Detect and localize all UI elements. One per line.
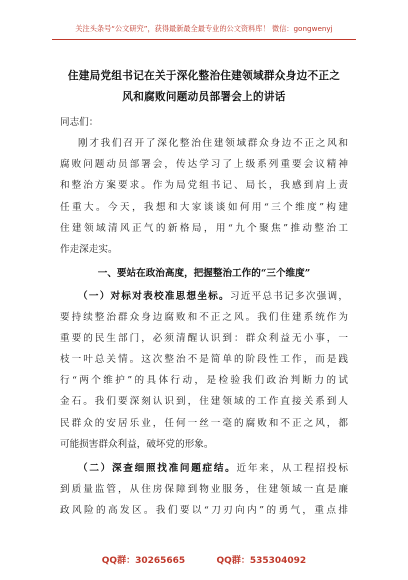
intro-line: 作走深走实。 <box>60 244 118 255</box>
subsection-2-line: 到质量监管，从住房保障到物业服务，住建领域一直是廉 <box>60 484 348 495</box>
header-divider <box>52 39 356 40</box>
subsection-1-line: 要持续整治群众身边腐败和不正之风。我们住建系统作为 <box>60 312 348 323</box>
intro-line: 住建领域清风正气的新格局，用“九个聚焦”推动整治工 <box>60 223 348 234</box>
document-title-line-2: 风和腐败问题动员部署会上的讲话 <box>122 91 286 103</box>
subsection-1-line: 可能损害群众利益，破坏党的形象。 <box>60 439 214 450</box>
document-title-line-1: 住建局党组书记在关于深化整治住建领域群众身边不正之 <box>67 70 341 82</box>
intro-line: 任重大。今天，我想和大家谈谈如何用“三个维度”构建 <box>60 202 348 213</box>
section-1-heading: 一、要站在政治高度，把握整治工作的“三个维度” <box>97 268 311 279</box>
intro-line: 和整治方案要求。作为局党组书记、局长，我感到肩上责 <box>60 180 348 191</box>
subsection-1-first-line <box>78 291 348 303</box>
subsection-1-line: 重要的民生部门，必须清醒认识到：群众利益无小事，一 <box>60 333 348 344</box>
footer-contact <box>0 553 408 566</box>
subsection-1-line: 行“两个维护”的具体行动，是检验我们政治判断力的试 <box>60 375 348 386</box>
subsection-2-line: 政风险的高发区。我们要以“刀刃向内”的勇气，重点排 <box>60 505 348 516</box>
footer-qq-group-1: QQ群：30265665 <box>101 556 186 566</box>
subsection-1-line: 民群众的安居乐业，任何一丝一毫的腐败和不正之风，都 <box>60 418 348 429</box>
salutation: 同志们： <box>60 117 99 128</box>
intro-line: 腐败问题动员部署会，传达学习了上级系列重要会议精神 <box>60 159 348 170</box>
subsection-2-lead: 近年来，从工程招投标 <box>236 463 349 474</box>
subsection-1-line: 金石。我们要深刻认识到，住建领域的工作直接关系到人 <box>60 396 348 407</box>
footer-qq-group-2: QQ群：535304092 <box>216 556 307 566</box>
header-banner: 关注头条号“公文研究”，获得最新最全最专业的公文资料库！ 微信：gongwenyj <box>75 24 333 33</box>
intro-line: 刚才我们召开了深化整治住建领域群众身边不正之风和 <box>78 138 348 149</box>
subsection-1-lead: 习近平总书记多次强调， <box>229 291 349 302</box>
subsection-1-line: 枝一叶总关情。这次整治不是简单的阶段性工作，而是践 <box>60 354 348 365</box>
subsection-2-first-line <box>78 463 348 475</box>
subsection-2-heading: （二）深查细照找准问题症结。 <box>78 463 237 474</box>
subsection-1-heading: （一）对标对表校准思想坐标。 <box>78 291 230 302</box>
